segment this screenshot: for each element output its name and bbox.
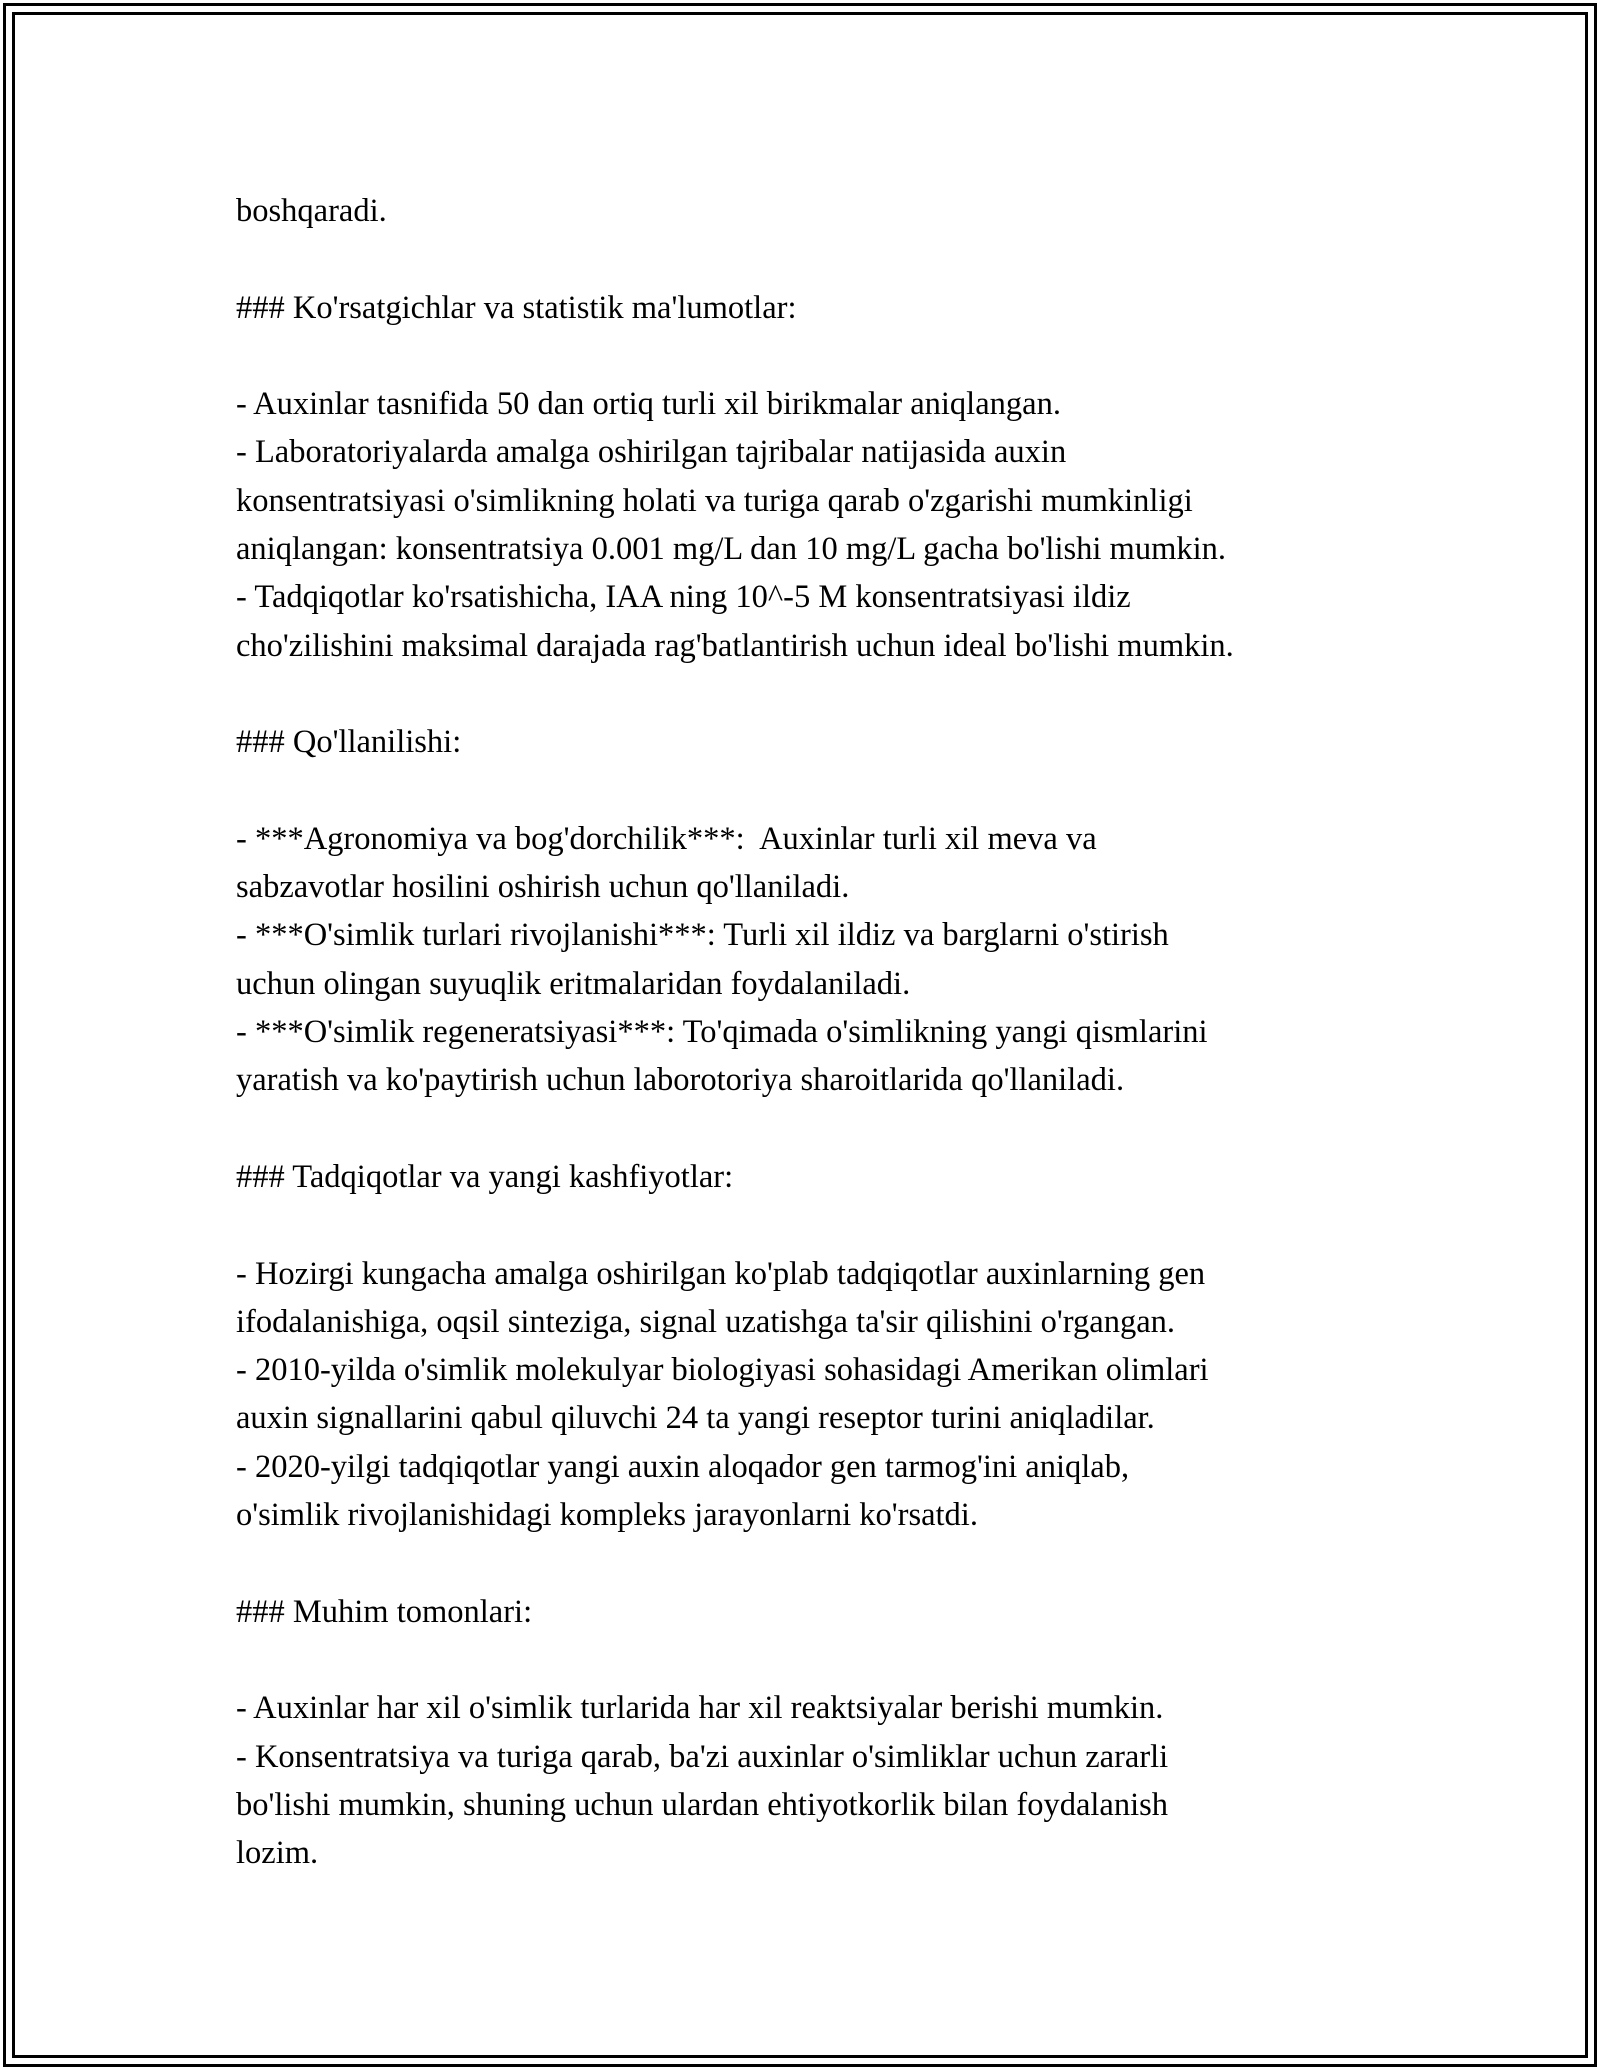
body-line: - 2020-yilgi tadqiqotlar yangi auxin aloqador gen tarmog'ini aniqlab, bbox=[236, 1448, 1130, 1485]
spacer bbox=[236, 767, 1386, 815]
spacer bbox=[236, 1105, 1386, 1153]
body-line: sabzavotlar hosilini oshirish uchun qo'llaniladi. bbox=[236, 869, 850, 906]
body-line: aniqlangan: konsentratsiya 0.001 mg/L dan 10 mg/L gacha bo'lishi mumkin. bbox=[236, 531, 1227, 568]
body-line: lozim. bbox=[236, 1835, 319, 1872]
body-line: cho'zilishini maksimal darajada rag'batlantirish uchun ideal bo'lishi mumkin. bbox=[236, 627, 1234, 664]
body-line: bo'lishi mumkin, shuning uchun ulardan ehtiyotkorlik bilan foydalanish bbox=[236, 1786, 1168, 1823]
body-line: auxin signallarini qabul qiluvchi 24 ta yangi reseptor turini aniqladilar. bbox=[236, 1400, 1155, 1437]
body-line: - Auxinlar tasnifida 50 dan ortiq turli xil birikmalar aniqlangan. bbox=[236, 386, 1061, 423]
body-line: - Laboratoriyalarda amalga oshirilgan tajribalar natijasida auxin bbox=[236, 434, 1067, 471]
spacer bbox=[236, 1201, 1386, 1249]
body-line: - ***O'simlik regeneratsiyasi***: To'qimada o'simlikning yangi qismlarini bbox=[236, 1014, 1208, 1051]
body-line: - ***Agronomiya va bog'dorchilik***: Auxinlar turli xil meva va bbox=[236, 820, 1097, 857]
section-heading: ### Muhim tomonlari: bbox=[236, 1593, 533, 1630]
body-line: - Konsentratsiya va turiga qarab, ba'zi auxinlar o'simliklar uchun zararli bbox=[236, 1738, 1169, 1775]
section-heading: ### Tadqiqotlar va yangi kashfiyotlar: bbox=[236, 1158, 734, 1195]
section-heading: ### Ko'rsatgichlar va statistik ma'lumotlar: bbox=[236, 289, 797, 326]
spacer bbox=[236, 670, 1386, 718]
body-line: - Tadqiqotlar ko'rsatishicha, IAA ning 10^-5 M konsentratsiyasi ildiz bbox=[236, 579, 1131, 616]
body-line: - Auxinlar har xil o'simlik turlarida har xil reaktsiyalar berishi mumkin. bbox=[236, 1690, 1164, 1727]
section-heading: ### Qo'llanilishi: bbox=[236, 724, 462, 761]
body-line: - 2010-yilda o'simlik molekulyar biologiyasi sohasidagi Amerikan olimlari bbox=[236, 1352, 1209, 1389]
body-line: ifodalanishiga, oqsil sinteziga, signal uzatishga ta'sir qilishini o'rgangan. bbox=[236, 1303, 1175, 1340]
document-body bbox=[236, 187, 1386, 1877]
body-line: uchun olingan suyuqlik eritmalaridan foydalaniladi. bbox=[236, 965, 911, 1002]
spacer bbox=[236, 1539, 1386, 1587]
spacer bbox=[236, 235, 1386, 283]
body-line: konsentratsiyasi o'simlikning holati va turiga qarab o'zgarishi mumkinligi bbox=[236, 482, 1193, 519]
spacer bbox=[236, 332, 1386, 380]
spacer bbox=[236, 1636, 1386, 1684]
body-line: o'simlik rivojlanishidagi kompleks jarayonlarni ko'rsatdi. bbox=[236, 1497, 978, 1534]
body-line: - ***O'simlik turlari rivojlanishi***: Turli xil ildiz va barglarni o'stirish bbox=[236, 917, 1169, 954]
intro-line: boshqaradi. bbox=[236, 193, 387, 229]
body-line: yaratish va ko'paytirish uchun laborotoriya sharoitlarida qo'llaniladi. bbox=[236, 1062, 1125, 1099]
body-line: - Hozirgi kungacha amalga oshirilgan ko'plab tadqiqotlar auxinlarning gen bbox=[236, 1255, 1206, 1292]
